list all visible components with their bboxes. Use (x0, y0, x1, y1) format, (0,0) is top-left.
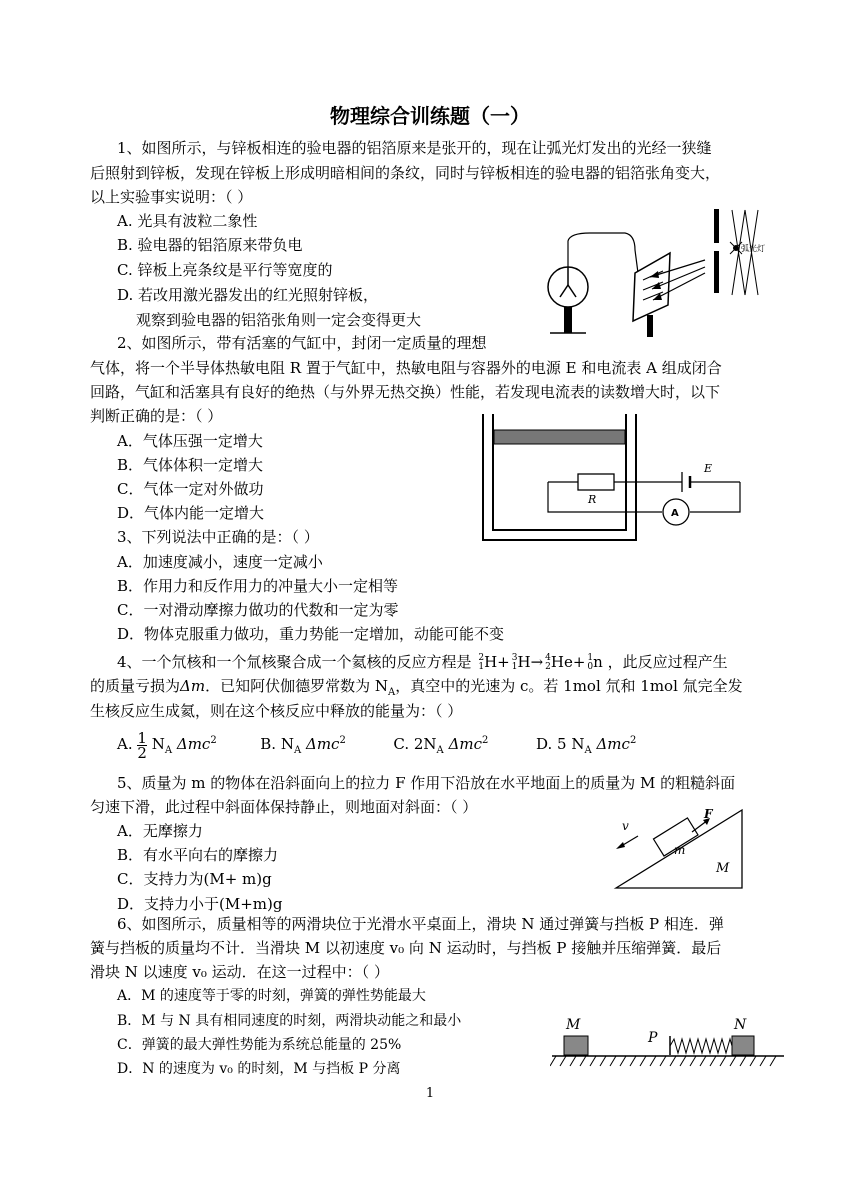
block-label: m (674, 843, 686, 857)
source-label: E (704, 462, 713, 475)
q6-figure-spring (550, 1012, 790, 1072)
q4-a-sq: 2 (210, 735, 217, 746)
q4-d-dmc: Δmc (596, 735, 630, 753)
q4-option-a: A. $\frac{1}{2}$ $N_A$ Δmc$^2$ (117, 728, 217, 762)
incline-label: M (716, 861, 730, 876)
q2-stem-line-4: 判断正确的是：（ ） (90, 407, 223, 425)
q4-a-denominator: 2 (137, 743, 147, 762)
q5-option-d: D．支持力小于(M+m)g (117, 895, 283, 913)
q6-option-d: D．N 的速度为 v₀ 的时刻，M 与挡板 P 分离 (117, 1061, 401, 1077)
q5-stem-line-2: 匀速下滑，此过程中斜面体保持静止，则地面对斜面：（ ） (90, 798, 478, 816)
q4-b-na: N (280, 735, 294, 753)
q2-option-a: A．气体压强一定增大 (117, 432, 263, 450)
q4-stem-post: ，此反应过程产生 (607, 653, 728, 671)
q2-stem-line-1: 2、如图所示，带有活塞的气缸中，封闭一定质量的理想 (117, 334, 487, 352)
q4-d-sq: 2 (629, 735, 637, 746)
q4-d-label: D. 5 (535, 735, 567, 753)
neutron-symbol: n (593, 653, 603, 671)
q4-option-b: B. $N_A$ Δmc$^2$ (260, 735, 346, 756)
q6-stem-line-3: 滑块 N 以速度 v₀ 运动．在这一过程中：（ ） (90, 963, 389, 981)
q4-l2-end: ，真空中的光速为 c。若 1mol 氘和 1mol 氚完全发 (395, 677, 743, 695)
q4-l2-post: ．已知阿伏伽德罗常数为 N (205, 677, 388, 695)
q6-option-a: A．M 的速度等于零的时刻，弹簧的弹性势能最大 (117, 988, 426, 1004)
q3-option-a: A．加速度减小，速度一定减小 (117, 553, 323, 571)
q3-option-b: B．作用力和反作用力的冲量大小一定相等 (117, 577, 399, 595)
q2-option-d: D．气体内能一定增大 (117, 504, 265, 522)
q5-option-c: C．支持力为(M+ m)g (117, 870, 272, 888)
q1-stem-line-3: 以上实验事实说明：（ ） (90, 188, 253, 206)
q3-stem: 3、下列说法中正确的是：（ ） (117, 528, 319, 546)
q4-l2-pre: 的质量亏损为 (90, 677, 181, 695)
q2-figure-cylinder (478, 412, 748, 544)
q1-option-d-cont: 观察到验电器的铝箔张角则一定会变得更大 (136, 311, 422, 329)
q4-b-dmc: Δmc (305, 735, 340, 753)
velocity-label: v (622, 819, 629, 833)
q2-stem-line-3: 回路，气缸和活塞具有良好的绝热（与外界无热交换）性能，若发现电流表的读数增大时，以下 (90, 383, 721, 401)
q4-stem-line-2: 的质量亏损为Δm．已知阿伏伽德罗常数为 $N_A$，真空中的光速为 c。若 1mol 氘和 1mol 氚完全发 (90, 677, 743, 698)
ammeter-label: A (671, 508, 679, 519)
q4-c-dmc: Δmc (448, 735, 483, 753)
q5-figure-incline (608, 806, 748, 890)
q4-stem-pre: 4、一个氘核和一个氚核聚合成一个氦核的反应方程是 (117, 653, 472, 671)
q6-stem-line-2: 簧与挡板的质量均不计．当滑块 M 以初速度 v₀ 向 N 运动时，与挡板 P 接触并压缩弹簧．最后 (90, 939, 722, 957)
q1-stem-line-1: 1、如图所示，与锌板相连的验电器的铝箔原来是张开的，现在让弧光灯发出的光经一狭缝 (117, 139, 712, 157)
q1-option-b: B. 验电器的铝箔原来带负电 (117, 236, 303, 254)
q5-option-a: A．无摩擦力 (117, 822, 203, 840)
q1-stem-line-2: 后照射到锌板，发现在锌板上形成明暗相间的条纹，同时与锌板相连的验电器的铝箔张角变大， (90, 164, 721, 182)
q4-d-na: N (571, 735, 585, 753)
q4-options (117, 730, 636, 762)
q4-c-label: C. 2 (393, 735, 424, 753)
page-number: 1 (425, 1086, 435, 1101)
q2-option-b: B．气体体积一定增大 (117, 456, 264, 474)
q4-stem-line-1: 4、一个氘核和一个氚核聚合成一个氦核的反应方程是 2 1 H+ 3 1 H→ 4 2 He+ 1 0 n ，此反应过程产生 (117, 653, 728, 672)
q2-option-c: C．气体一定对外做功 (117, 480, 264, 498)
tritium-symbol: H (517, 653, 531, 671)
block-n-label: N (734, 1017, 747, 1033)
q4-stem-line-3: 生核反应生成氦，则在这个核反应中释放的能量为：（ ） (90, 702, 463, 720)
q6-stem-line-1: 6、如图所示，质量相等的两滑块位于光滑水平桌面上，滑块 N 通过弹簧与挡板 P 相连．弹 (117, 915, 724, 933)
helium-symbol: He (550, 653, 573, 671)
q4-c-na: N (423, 735, 437, 753)
q1-option-d: D. 若改用激光器发出的红光照射锌板， (117, 286, 379, 304)
resistor-label: R (588, 493, 597, 506)
q1-option-a: A. 光具有波粒二象性 (117, 212, 258, 230)
lamp-label: 弧光灯 (741, 244, 765, 253)
q1-option-c: C. 锌板上亮条纹是平行等宽度的 (117, 261, 333, 279)
q4-a-na: N (151, 735, 165, 753)
q4-c-sq: 2 (482, 735, 489, 746)
q4-b-label: B. (260, 735, 277, 753)
q3-option-c: C．一对滑动摩擦力做功的代数和一定为零 (117, 601, 399, 619)
q4-option-d: D. 5 $N_A$ Δmc$^2$ (535, 735, 637, 756)
q1-figure-electroscope (540, 205, 790, 337)
plate-p-label: P (648, 1030, 658, 1046)
q4-a-numerator: 1 (137, 728, 147, 747)
block-m-label: M (566, 1017, 581, 1033)
q4-a-dmc: Δmc (176, 735, 211, 753)
q4-mass-defect: Δm (180, 677, 206, 695)
q6-option-b: B．M 与 N 具有相同速度的时刻，两滑块动能之和最小 (117, 1013, 462, 1029)
q6-option-c: C．弹簧的最大弹性势能为系统总能量的 25% (117, 1037, 402, 1053)
q2-stem-line-2: 气体，将一个半导体热敏电阻 R 置于气缸中，热敏电阻与容器外的电源 E 和电流表 A 组成闭合 (90, 359, 722, 377)
q5-option-b: B．有水平向右的摩擦力 (117, 846, 279, 864)
q3-option-d: D．物体克服重力做功，重力势能一定增加，动能可能不变 (117, 625, 505, 643)
q4-option-c: C. $2N_A$ Δmc$^2$ (393, 735, 489, 756)
q4-b-sq: 2 (339, 735, 346, 746)
page-title: 物理综合训练题（一） (330, 104, 530, 128)
q5-stem-line-1: 5、质量为 m 的物体在沿斜面向上的拉力 F 作用下沿放在水平地面上的质量为 M 的粗糙斜面 (117, 774, 736, 792)
q4-a-label: A. (117, 735, 133, 753)
force-label: F (704, 807, 713, 821)
deuterium-symbol: H (484, 653, 498, 671)
